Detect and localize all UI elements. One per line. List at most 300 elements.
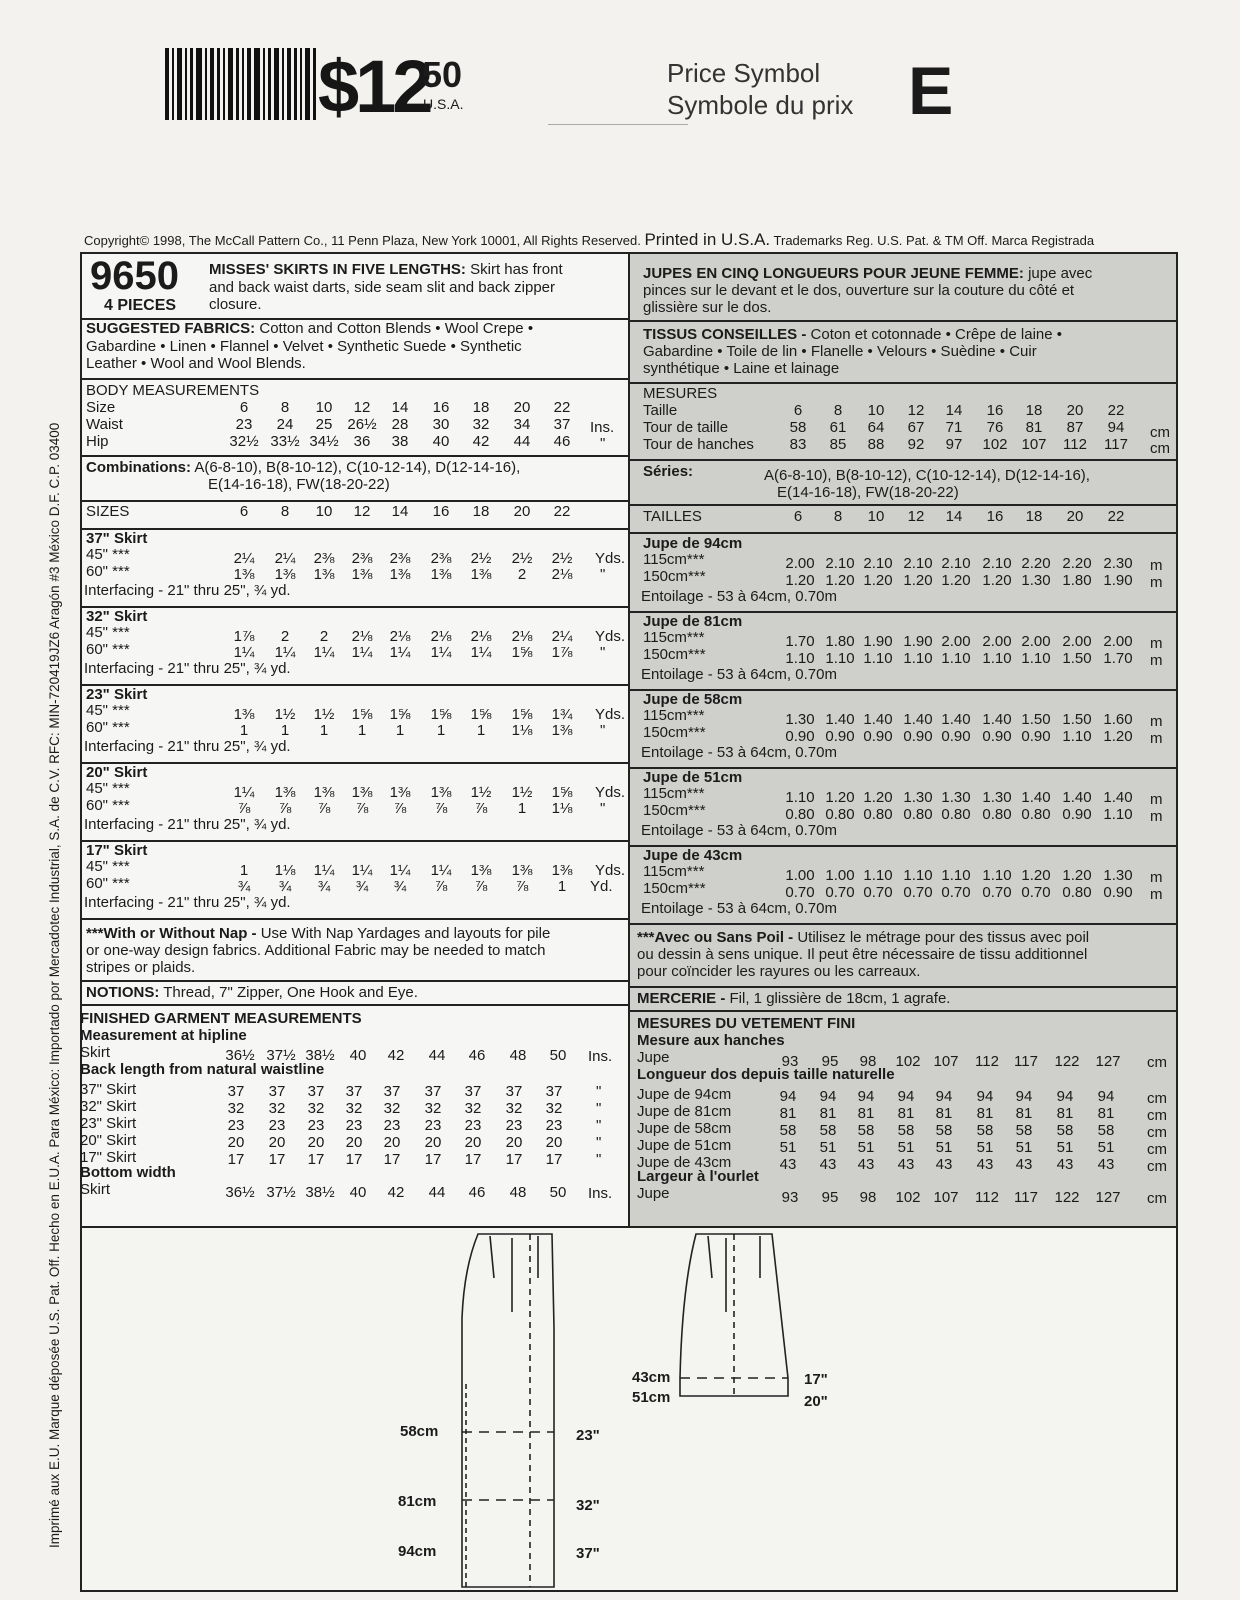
fr-back-length-value: 51 [1056, 1139, 1074, 1156]
fr-meters-115: 1.10 [785, 789, 815, 806]
en-size-value: 6 [239, 399, 249, 416]
fr-meters-150: 1.10 [941, 650, 971, 667]
en-back-length-value: 17 [307, 1151, 325, 1168]
price-country: U.S.A. [423, 96, 464, 112]
fr-meters-150: 1.10 [785, 650, 815, 667]
en-bottom-value: 48 [509, 1184, 527, 1201]
fr-hip-value: 107 [1021, 436, 1047, 453]
barcode-bar [254, 48, 260, 120]
en-hip-value: 40 [432, 433, 450, 450]
fr-meters-115: 1.30 [982, 789, 1012, 806]
en-hip-title: Measurement at hipline [80, 1027, 247, 1044]
en-unit-60: " [600, 566, 606, 583]
en-yardage-60: 1⅜ [351, 566, 373, 583]
fr-back-length-value: 51 [857, 1139, 875, 1156]
en-back-length-value: 37 [227, 1083, 245, 1100]
fr-hip-value: 117 [1104, 436, 1128, 453]
en-fgm-hip-value: 50 [549, 1047, 567, 1064]
section-divider [628, 382, 1178, 384]
fr-hip-value: 112 [1063, 436, 1087, 453]
fr-interfacing: Entoilage - 53 à 64cm, 0.70m [641, 588, 837, 605]
en-yardage-60: 1⅜ [274, 566, 296, 583]
fr-meters-150: 1.10 [1021, 650, 1051, 667]
label-94cm: 94cm [398, 1543, 437, 1560]
en-bottom-value: 42 [387, 1184, 405, 1201]
fr-meters-115: 1.50 [1021, 711, 1051, 728]
fr-bottom-value: 98 [859, 1189, 877, 1206]
en-back-length-value: 20 [424, 1134, 442, 1151]
en-waist-value: 28 [391, 416, 409, 433]
en-skirt-name: 20" Skirt [86, 764, 148, 781]
fr-width-150: 150cm*** [643, 568, 706, 585]
fr-back-length-value: 94 [779, 1088, 797, 1105]
fr-waist-value: 87 [1066, 419, 1084, 436]
fr-meters-115: 1.90 [863, 633, 893, 650]
fr-meters-115: 1.90 [903, 633, 933, 650]
en-notions-text: Thread, 7" Zipper, One Hook and Eye. [163, 984, 418, 1001]
en-back-length-value: 23 [424, 1117, 442, 1134]
en-width-45: 45" *** [86, 546, 130, 563]
label-51cm: 51cm [632, 1389, 671, 1406]
en-yardage-60: ⅞ [434, 878, 448, 895]
en-yardage-45: 2 [280, 628, 290, 645]
en-back-length-value: 17 [268, 1151, 286, 1168]
fr-interfacing: Entoilage - 53 à 64cm, 0.70m [641, 666, 837, 683]
fr-meters-115: 2.20 [1062, 555, 1092, 572]
fr-fabrics1: Coton et cotonnade • Crêpe de laine • [810, 326, 1063, 343]
en-yardage-45: 1½ [511, 784, 533, 801]
fr-meters-115: 1.30 [941, 789, 971, 806]
fr-meters-115: 1.10 [863, 867, 893, 884]
en-bottom-value: 36½ [225, 1184, 255, 1201]
section-divider [80, 918, 630, 920]
en-yardage-60: 1 [517, 800, 527, 817]
en-yardage-60: ⅞ [474, 800, 488, 817]
en-bottom-title: Bottom width [80, 1164, 176, 1181]
en-back-length-label: 17" Skirt [80, 1149, 137, 1166]
fr-meters-150: 0.70 [903, 884, 933, 901]
fr-hip-title: Mesure aux hanches [637, 1032, 785, 1049]
fr-meters-150: 0.90 [785, 728, 815, 745]
barcode [165, 48, 335, 120]
en-fgm-hip-value: 40 [349, 1047, 367, 1064]
fr-size-value: 12 [907, 402, 925, 419]
en-sizes-header: 12 [353, 503, 371, 520]
fr-meters-115: 2.30 [1103, 555, 1133, 572]
en-yardage-45: 2⅛ [470, 628, 492, 645]
en-sizes-header: 8 [280, 503, 290, 520]
en-bottom-value: 38½ [305, 1184, 335, 1201]
price-cents: 50 [422, 54, 463, 95]
en-nap-line1 [86, 926, 550, 941]
fr-meters-115: 2.00 [1062, 633, 1092, 650]
en-yardage-60: 1 [476, 722, 486, 739]
fr-desc1: jupe avec [1028, 265, 1093, 282]
en-back-length-value: 32 [505, 1100, 523, 1117]
en-size-value: 14 [391, 399, 409, 416]
fr-fgm-title: MESURES DU VETEMENT FINI [637, 1015, 856, 1032]
fr-sizes-header: 18 [1025, 508, 1043, 525]
en-yardage-45: 2⅛ [351, 628, 373, 645]
en-fgm-hip-value: 44 [428, 1047, 446, 1064]
en-yardage-45: 1½ [313, 706, 335, 723]
fr-back-length-value: 58 [897, 1122, 915, 1139]
fr-meters-115: 2.10 [941, 555, 971, 572]
fr-waist-value: 71 [945, 419, 963, 436]
fr-bottom-value: 117 [1014, 1189, 1038, 1206]
fr-meters-115: 1.40 [1103, 789, 1133, 806]
fr-fgm-hip-value: 127 [1095, 1053, 1121, 1070]
en-skirt-name: 32" Skirt [86, 608, 148, 625]
en-hip-value: 32½ [229, 433, 259, 450]
fr-width-115: 115cm*** [643, 629, 705, 646]
fr-nap1: Utilisez le métrage pour des tissus avec poil [797, 929, 1090, 946]
fr-back-length-value: 43 [819, 1156, 837, 1173]
fr-meters-150: 0.90 [1103, 884, 1133, 901]
fr-back-length-value: 51 [976, 1139, 994, 1156]
fr-bottom-value: 95 [821, 1189, 839, 1206]
barcode-bar [205, 48, 207, 120]
section-divider [80, 500, 630, 502]
en-yardage-45: 2⅛ [511, 628, 533, 645]
fr-size-label: Taille [643, 402, 678, 419]
en-yardage-45: 2 [319, 628, 329, 645]
en-yardage-45: 2⅜ [351, 550, 373, 567]
section-divider [80, 840, 630, 842]
fr-back-length-value: 58 [819, 1122, 837, 1139]
en-ditto: " [596, 1083, 602, 1100]
fr-hip-value: 88 [867, 436, 885, 453]
en-back-length-value: 17 [345, 1151, 363, 1168]
fr-meters-115: 2.00 [785, 555, 815, 572]
en-back-length-value: 32 [464, 1100, 482, 1117]
fr-waist-value: 58 [789, 419, 807, 436]
en-yardage-60: ¾ [355, 878, 369, 895]
barcode-bar [300, 48, 302, 120]
en-unit-60: " [600, 800, 606, 817]
fr-meters-115: 1.40 [941, 711, 971, 728]
fr-meters-150: 1.30 [1021, 572, 1051, 589]
en-width-60: 60" *** [86, 563, 130, 580]
fr-bottom-value: 102 [895, 1189, 921, 1206]
fr-meters-150: 1.20 [903, 572, 933, 589]
en-yardage-45: 1⅜ [551, 862, 573, 879]
fr-nap-title: ***Avec ou Sans Poil - [637, 929, 794, 946]
section-divider [628, 986, 1178, 988]
fr-hip-value: 92 [907, 436, 925, 453]
fr-meters-150: 1.80 [1062, 572, 1092, 589]
en-unit-ins: Ins. [590, 419, 615, 436]
fr-hip-value: 85 [829, 436, 847, 453]
fr-hip-value: 97 [945, 436, 963, 453]
fr-meters-150: 0.90 [903, 728, 933, 745]
en-unit-yds: Yds. [595, 862, 626, 879]
side-legal-text: Imprimé aux E.U. Marque déposée U.S. Pat. Off. Hecho en E.U.A. Para México: Importado por Mercadotec Industrial, S.A. de C.V. RFC: MIN-720419JZ6 Aragón #3 México D.F. C.P. 03400 [47, 422, 62, 1548]
en-back-length-value: 23 [268, 1117, 286, 1134]
fr-unit-m: m [1150, 713, 1163, 730]
en-yardage-60: 1⅝ [511, 644, 533, 661]
barcode-bar [190, 48, 193, 120]
en-back-length-value: 23 [307, 1117, 325, 1134]
en-fgm-hip-value: 38½ [305, 1047, 335, 1064]
fr-back-length-label: Jupe de 81cm [637, 1103, 732, 1120]
en-back-length-value: 37 [383, 1083, 401, 1100]
fr-meters-115: 1.20 [863, 789, 893, 806]
barcode-bar [196, 48, 202, 120]
fr-title: JUPES EN CINQ LONGUEURS POUR JEUNE FEMME: [643, 265, 1024, 282]
en-back-length-value: 37 [268, 1083, 286, 1100]
fr-sizes-header: 22 [1107, 508, 1125, 525]
fr-meters-150: 0.80 [941, 806, 971, 823]
fr-fgm-hip-value: 107 [933, 1053, 959, 1070]
fr-width-150: 150cm*** [643, 880, 706, 897]
fr-unit-m: m [1150, 791, 1163, 808]
fr-back-length-value: 94 [1015, 1088, 1033, 1105]
en-yardage-45: 1¼ [430, 862, 452, 879]
copyright-text: Copyright© 1998, The McCall Pattern Co., 11 Penn Plaza, New York 10001, All Rights Reserved. [84, 233, 641, 248]
fr-size-value: 14 [945, 402, 963, 419]
en-back-length-value: 20 [268, 1134, 286, 1151]
en-back-length-value: 32 [307, 1100, 325, 1117]
fr-back-title: Longueur dos depuis taille naturelle [637, 1066, 895, 1083]
fr-fabrics2: Gabardine • Toile de lin • Flanelle • Velours • Suèdine • Cuir [643, 343, 1037, 360]
en-waist-value: 32 [472, 416, 490, 433]
en-back-length-value: 17 [227, 1151, 245, 1168]
fr-meters-150: 1.20 [863, 572, 893, 589]
pattern-number: 9650 [90, 254, 179, 298]
en-title: MISSES' SKIRTS IN FIVE LENGTHS: [209, 261, 466, 278]
en-back-length-value: 37 [307, 1083, 325, 1100]
fr-back-length-value: 43 [857, 1156, 875, 1173]
fr-bottom-value: 93 [781, 1189, 799, 1206]
en-yardage-45: 1⅝ [351, 706, 373, 723]
fr-back-length-value: 58 [935, 1122, 953, 1139]
en-sizes-header: 22 [553, 503, 571, 520]
en-yardage-60: ¾ [317, 878, 331, 895]
fr-meters-150: 0.90 [982, 728, 1012, 745]
fr-meters-115: 1.00 [825, 867, 855, 884]
fr-back-length-value: 81 [897, 1105, 915, 1122]
fr-unit-cm: cm [1147, 1107, 1167, 1124]
en-back-length-value: 32 [227, 1100, 245, 1117]
section-divider [80, 762, 630, 764]
fr-meters-115: 2.10 [903, 555, 933, 572]
barcode-bar [165, 48, 169, 120]
en-yardage-45: 2⅜ [430, 550, 452, 567]
en-yardage-60: 1⅜ [470, 566, 492, 583]
en-back-length-value: 37 [345, 1083, 363, 1100]
en-back-length-value: 20 [545, 1134, 563, 1151]
fr-size-value: 20 [1066, 402, 1084, 419]
en-interfacing: Interfacing - 21" thru 25", ¾ yd. [84, 816, 291, 833]
en-yardage-60: 1 [436, 722, 446, 739]
barcode-bar [274, 48, 279, 120]
long-skirt-drawing [462, 1234, 554, 1587]
en-back-length-value: 17 [505, 1151, 523, 1168]
en-interfacing: Interfacing - 21" thru 25", ¾ yd. [84, 660, 291, 677]
label-58cm: 58cm [400, 1423, 439, 1440]
fr-hip-value: 102 [982, 436, 1008, 453]
fr-skirt-label: Jupe [637, 1049, 670, 1066]
en-comb-line1 [86, 460, 520, 475]
fr-meters-115: 1.40 [1021, 789, 1051, 806]
fr-nap-line1 [637, 930, 1089, 945]
fr-meters-115: 1.20 [1062, 867, 1092, 884]
fr-unit-m: m [1150, 557, 1163, 574]
en-back-length-value: 37 [464, 1083, 482, 1100]
en-notions [86, 985, 418, 1000]
en-hip-value: 34½ [309, 433, 339, 450]
en-yardage-45: 2¼ [274, 550, 296, 567]
en-yardage-45: 1⅞ [233, 628, 255, 645]
en-yardage-60: ¾ [237, 878, 251, 895]
barcode-bar [242, 48, 244, 120]
en-sizes-header: 18 [472, 503, 490, 520]
fr-back-length-value: 81 [779, 1105, 797, 1122]
en-yardage-60: 1⅜ [551, 722, 573, 739]
fr-waist-value: 61 [829, 419, 847, 436]
price-symbol-letter: E [908, 53, 954, 129]
fr-back-length-value: 81 [1056, 1105, 1074, 1122]
en-yardage-45: 1⅜ [351, 784, 373, 801]
en-yardage-45: 1⅝ [511, 706, 533, 723]
en-interfacing: Interfacing - 21" thru 25", ¾ yd. [84, 738, 291, 755]
fr-skirt-name: Jupe de 81cm [643, 613, 743, 630]
fr-interfacing: Entoilage - 53 à 64cm, 0.70m [641, 822, 837, 839]
fr-size-value: 10 [867, 402, 885, 419]
en-yardage-45: 1⅜ [389, 784, 411, 801]
fr-sizes-header: 12 [907, 508, 925, 525]
en-yardage-60: 1⅜ [430, 566, 452, 583]
en-unit-60: " [600, 644, 606, 661]
en-width-45: 45" *** [86, 858, 130, 875]
en-back-length-value: 32 [383, 1100, 401, 1117]
fr-waist-value: 64 [867, 419, 885, 436]
en-bottom-unit: Ins. [588, 1185, 613, 1202]
section-divider [80, 318, 630, 320]
en-width-60: 60" *** [86, 797, 130, 814]
fr-meters-150: 0.80 [903, 806, 933, 823]
en-desc1: Skirt has front [470, 261, 563, 278]
fr-meters-115: 2.10 [982, 555, 1012, 572]
section-divider [628, 1010, 1178, 1012]
en-size-value: 16 [432, 399, 450, 416]
en-interfacing: Interfacing - 21" thru 25", ¾ yd. [84, 894, 291, 911]
en-back-length-value: 23 [464, 1117, 482, 1134]
en-yardage-45: 2¼ [233, 550, 255, 567]
en-yardage-60: ⅞ [474, 878, 488, 895]
fr-width-150: 150cm*** [643, 724, 706, 741]
barcode-bar [247, 48, 251, 120]
fr-meters-150: 0.80 [1021, 806, 1051, 823]
en-hip-value: 44 [513, 433, 531, 450]
fr-width-115: 115cm*** [643, 707, 705, 724]
en-skirt-name: 17" Skirt [86, 842, 148, 859]
fr-bottom-value: 127 [1095, 1189, 1121, 1206]
fr-skirt-name: Jupe de 94cm [643, 535, 743, 552]
en-comb1: A(6-8-10), B(8-10-12), C(10-12-14), D(12-14-16), [194, 459, 521, 476]
barcode-bar [313, 48, 316, 120]
fr-back-length-value: 81 [1015, 1105, 1033, 1122]
fr-fabrics-line1 [643, 327, 1062, 342]
en-yardage-60: ¾ [393, 878, 407, 895]
fr-meters-115: 1.30 [903, 789, 933, 806]
fr-unit-m: m [1150, 574, 1163, 591]
en-width-45: 45" *** [86, 624, 130, 641]
fr-desc2: pinces sur le devant et le dos, ouverture sur la couture du côté et [643, 282, 1075, 299]
en-back-length-value: 20 [464, 1134, 482, 1151]
fr-back-length-value: 94 [897, 1088, 915, 1105]
fr-interfacing: Entoilage - 53 à 64cm, 0.70m [641, 744, 837, 761]
en-hip-value: 42 [472, 433, 490, 450]
en-ditto: " [600, 435, 606, 452]
en-yardage-60: 1 [319, 722, 329, 739]
fr-meters-150: 0.80 [785, 806, 815, 823]
en-back-length-value: 32 [268, 1100, 286, 1117]
fr-unit-m: m [1150, 808, 1163, 825]
fr-bottom-value: 107 [933, 1189, 959, 1206]
en-bottom-value: 50 [549, 1184, 567, 1201]
fr-unit-cm: cm [1147, 1141, 1167, 1158]
fr-comb2: E(14-16-18), FW(18-20-22) [777, 484, 959, 501]
fr-unit-m: m [1150, 730, 1163, 747]
section-divider [80, 378, 630, 380]
fr-fgm-hip-value: 93 [781, 1053, 799, 1070]
en-comb2: E(14-16-18), FW(18-20-22) [208, 476, 390, 493]
fr-sizes-label: TAILLES [643, 508, 702, 525]
fr-back-length-value: 81 [857, 1105, 875, 1122]
fr-meters-150: 0.70 [863, 884, 893, 901]
fr-back-length-value: 94 [857, 1088, 875, 1105]
en-yardage-60: ⅞ [237, 800, 251, 817]
fr-back-length-value: 51 [819, 1139, 837, 1156]
en-yardage-45: 2⅜ [389, 550, 411, 567]
fr-fgm-hip-value: 95 [821, 1053, 839, 1070]
en-yardage-60: 1¼ [470, 644, 492, 661]
fr-meters-150: 0.90 [825, 728, 855, 745]
fr-back-length-value: 81 [1097, 1105, 1115, 1122]
fr-meters-115: 1.70 [785, 633, 815, 650]
fr-meters-115: 1.20 [825, 789, 855, 806]
fr-meters-115: 1.20 [1021, 867, 1051, 884]
section-divider [80, 684, 630, 686]
fr-meters-115: 2.00 [982, 633, 1012, 650]
fr-meters-150: 1.20 [982, 572, 1012, 589]
fr-width-115: 115cm*** [643, 863, 705, 880]
fr-hip-label: Tour de hanches [643, 436, 754, 453]
en-yardage-45: 1⅜ [470, 862, 492, 879]
en-back-length-value: 17 [383, 1151, 401, 1168]
en-back-length-value: 20 [505, 1134, 523, 1151]
section-divider [80, 455, 630, 457]
en-yardage-60: 1¼ [274, 644, 296, 661]
fr-interfacing: Entoilage - 53 à 64cm, 0.70m [641, 900, 837, 917]
en-yardage-60: 1⅜ [233, 566, 255, 583]
trademark-text: Trademarks Reg. U.S. Pat. & TM Off. Marca Registrada [773, 233, 1095, 248]
en-size-value: 8 [280, 399, 290, 416]
en-nap1: Use With Nap Yardages and layouts for pile [260, 925, 551, 942]
fr-back-length-value: 94 [1097, 1088, 1115, 1105]
label-32in: 32" [576, 1497, 600, 1514]
fr-back-length-value: 58 [857, 1122, 875, 1139]
en-waist-value: 30 [432, 416, 450, 433]
en-back-length-value: 20 [383, 1134, 401, 1151]
fr-width-150: 150cm*** [643, 646, 706, 663]
en-yardage-45: 1⅜ [511, 862, 533, 879]
en-back-length-value: 17 [464, 1151, 482, 1168]
en-yardage-60: 1¼ [389, 644, 411, 661]
section-divider [80, 1004, 630, 1006]
